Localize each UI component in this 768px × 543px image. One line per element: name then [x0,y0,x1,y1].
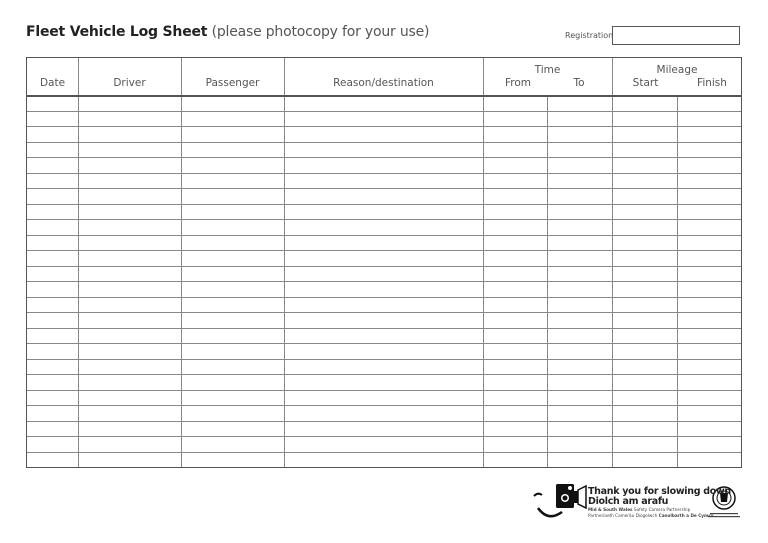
table-row[interactable] [27,313,741,328]
table-row[interactable] [27,189,741,204]
table-row[interactable] [27,375,741,390]
table-row[interactable] [27,282,741,297]
table-row[interactable] [27,236,741,251]
col-header-time-to: To [573,77,585,89]
org-region-welsh: Canolbarth a De Cymru [658,512,714,518]
org-name-welsh: Partneriaeth Camerâu Diogelwch [588,512,658,518]
footer-slogan [588,487,731,507]
table-row[interactable] [27,344,741,359]
col-header-time-from: From [504,77,531,89]
table-row[interactable] [27,127,741,142]
title-bold: Fleet Vehicle Log Sheet [26,24,208,40]
slogan-english: Thank you for slowing down [588,486,731,497]
col-header-passenger: Passenger [205,77,260,89]
org-region: Mid & South Wales [588,507,633,512]
table-row[interactable] [27,143,741,158]
slogan-welsh: Diolch am arafu [588,496,669,507]
table-row[interactable] [27,174,741,189]
table-row[interactable] [27,251,741,266]
table-row[interactable] [27,220,741,235]
col-header-driver: Driver [113,77,146,89]
org-name: Safety Camera Partnership [633,507,691,512]
table-row[interactable] [27,267,741,282]
table-row[interactable] [27,96,741,111]
table-row[interactable] [27,158,741,173]
registration-label: Registration [565,31,614,40]
title-subtitle: (please photocopy for your use) [211,24,430,40]
table-row[interactable] [27,298,741,313]
col-header-reason: Reason/destination [333,77,434,89]
table-row[interactable] [27,453,741,468]
table-row[interactable] [27,406,741,421]
table-row[interactable] [27,437,741,452]
table-row[interactable] [27,205,741,220]
table-row[interactable] [27,422,741,437]
table-row[interactable] [27,360,741,375]
log-table [26,57,742,468]
table-row[interactable] [27,329,741,344]
page-title [26,24,429,40]
smiley-camera-icon [534,484,586,516]
col-group-time: Time [534,64,561,76]
col-header-date: Date [39,77,66,89]
table-row[interactable] [27,112,741,127]
col-group-mileage: Mileage [656,64,698,76]
col-header-mileage-start: Start [632,77,659,89]
col-header-mileage-finish: Finish [697,77,727,89]
registration-field[interactable] [612,26,740,45]
table-row[interactable] [27,391,741,406]
footer-organisation [588,507,713,518]
